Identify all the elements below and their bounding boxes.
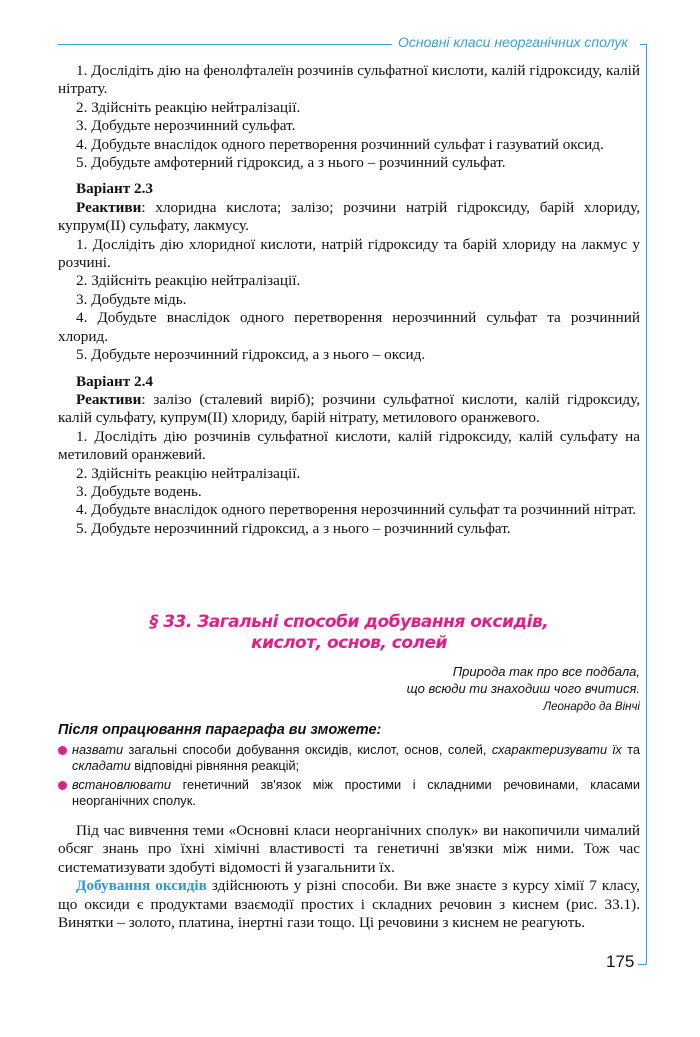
v24-task-3: 3. Добудьте водень. xyxy=(76,482,202,500)
body-paragraph-2 xyxy=(58,877,640,932)
bullet-icon xyxy=(58,781,67,790)
learning-goal-2 xyxy=(58,777,640,809)
v23-task-1: 1. Дослідіть дію хлоридної кислоти, натрій гідроксиду та барій хлориду на лакмус у розчині. xyxy=(58,235,640,272)
v22-task-2: 2. Здійсніть реакцію нейтралізації. xyxy=(76,98,301,116)
v24-task-5: 5. Добудьте нерозчинний гідроксид, а з нього – розчинний сульфат. xyxy=(76,519,511,537)
variant-2-4-reagents xyxy=(58,391,640,428)
bullet-icon xyxy=(58,746,67,755)
v22-task-1: 1. Дослідіть дію на фенолфталеїн розчинів сульфатної кислоти, калій гідроксиду, калій нітрату. xyxy=(58,62,640,98)
v23-task-4: 4. Добудьте внаслідок одного перетворення нерозчинний сульфат та розчинний хлорид. xyxy=(58,309,640,345)
variant-2-3-reagents xyxy=(58,199,640,236)
reagents-label: Реактиви xyxy=(76,198,142,216)
v23-task-2: 2. Здійсніть реакцію нейтралізації. xyxy=(76,272,301,290)
epigraph-line-1: Природа так про все подбала, xyxy=(452,664,640,679)
goal-verb: встановлювати xyxy=(72,777,171,792)
running-header-title: Основні класи неорганічних сполук xyxy=(398,34,628,50)
v24-task-4: 4. Добудьте внаслідок одного перетворення нерозчинний сульфат та розчинний нітрат. xyxy=(76,501,637,519)
learning-goal-1 xyxy=(58,742,640,774)
margin-rule xyxy=(646,44,647,964)
reagents-text: : хлоридна кислота; залізо; розчини натрій гідроксиду, барій хлориду, купрум(II) сульфату, лакмусу. xyxy=(58,198,640,235)
section-title-line-1: § 33. Загальні способи добування оксидів, xyxy=(149,612,549,632)
reagents-label: Реактиви xyxy=(76,390,142,408)
v24-task-2: 2. Здійсніть реакцію нейтралізації. xyxy=(76,464,301,482)
variant-2-3-title: Варіант 2.3 xyxy=(76,180,153,198)
lab-tasks xyxy=(58,62,640,538)
footer-rule xyxy=(638,964,646,965)
variant-2-4-title: Варіант 2.4 xyxy=(76,372,153,390)
v22-task-4: 4. Добудьте внаслідок одного перетворення розчинний сульфат і газуватий оксид. xyxy=(76,135,604,153)
epigraph-author: Леонардо да Вінчі xyxy=(543,701,640,713)
page-number: 175 xyxy=(606,952,635,971)
v22-task-3: 3. Добудьте нерозчинний сульфат. xyxy=(76,117,296,135)
v24-task-1: 1. Дослідіть дію розчинів сульфатної кислоти, калій гідроксиду, калій сульфату на метиловий оранжевий. xyxy=(58,427,640,464)
body-paragraph-1: Під час вивчення теми «Основні класи неорганічних сполук» ви накопичили чималий обсяг знань про їхні хімічні властивості та генетичні зв'язки між ними. Тож час систематизувати здобуті відомості й узагальнити їх. xyxy=(58,822,640,876)
header-rule xyxy=(58,44,392,45)
v22-task-5: 5. Добудьте амфотерний гідроксид, а з нього – розчинний сульфат. xyxy=(76,154,506,172)
learning-goals-title: Після опрацювання параграфа ви зможете: xyxy=(58,722,382,738)
goal-text: відповідні рівняння реакцій; xyxy=(130,758,300,773)
epigraph-line-2: що всюди ти знаходиш чого вчитися. xyxy=(406,681,640,696)
section-title-line-2: кислот, основ, солей xyxy=(251,633,447,653)
section-body xyxy=(58,822,640,932)
term-highlight: Добування оксидів xyxy=(76,877,207,895)
body-paragraph-2-text: здійснюють у різні способи. Ви вже знаєте з курсу хімії 7 класу, що оксиди є продуктами взаємодії простих і складних речовин з киснем (рис. 33.1). Винятки – золото, платина, інертні гази тощо. Ці речовини з киснем не реагують. xyxy=(58,877,640,932)
reagents-text: : залізо (сталевий виріб); розчини сульфатної кислоти, калій гідроксиду, калій сульфату, купрум(II) хлориду, барій нітрату, метилового оранжевого. xyxy=(58,390,640,427)
goal-verb: схарактеризувати їх xyxy=(491,742,622,757)
goal-verb: назвати xyxy=(72,742,124,757)
epigraph xyxy=(300,663,640,716)
learning-goals-list xyxy=(58,742,640,812)
goal-text: загальні способи добування оксидів, кислот, основ, солей, xyxy=(123,742,492,757)
section-title xyxy=(58,612,640,654)
goal-text: та xyxy=(621,742,640,757)
goal-verb: складати xyxy=(72,758,131,773)
goal-text: генетичний зв'язок між простими і складними речовинами, класами неорганічних сполук. xyxy=(72,777,640,808)
v23-task-5: 5. Добудьте нерозчинний гідроксид, а з нього – оксид. xyxy=(76,346,426,364)
v23-task-3: 3. Добудьте мідь. xyxy=(76,290,187,308)
